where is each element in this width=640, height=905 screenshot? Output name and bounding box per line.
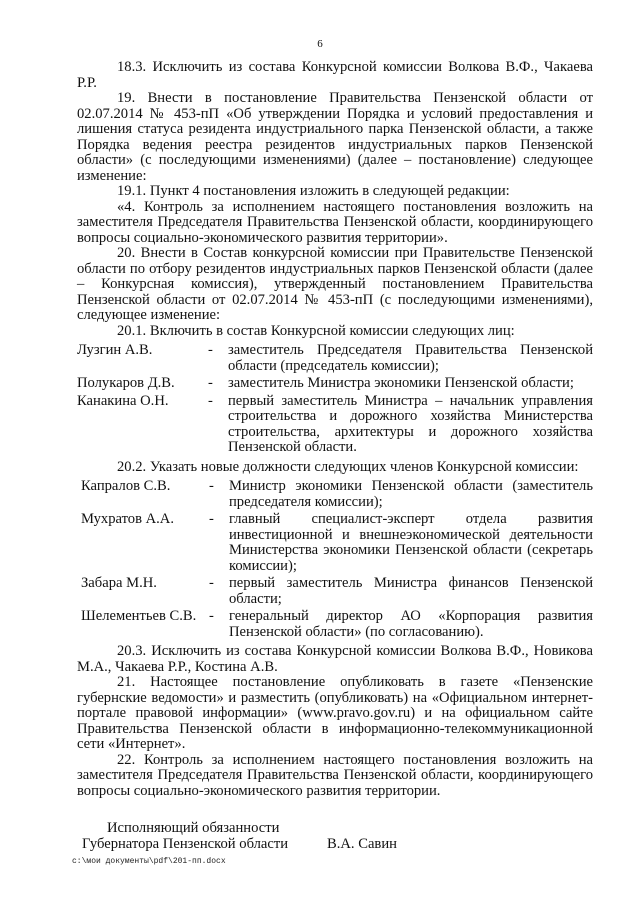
member-position: главный специалист-эксперт отдела развития инвестиционной и внешнеэкономической деятельности Министерства экономики Пензенской области (секретарь комиссии); [229,511,593,574]
document-body [77,60,593,852]
list-item [81,512,593,574]
member-name: Мухратов А.А. [81,511,174,527]
member-dash: - [208,392,213,409]
member-dash: - [208,375,213,391]
member-name: Капралов С.В. [81,478,171,494]
members-changed-list [81,479,593,640]
paragraph-20: 20. Внести в Состав конкурсной комиссии при Правительстве Пензенской области по отбору резидентов индустриальных парков Пензенской области (далее – Конкурсная комиссия), утвержденный постановлением Правительства Пензенской области от 02.07.2014 № 453-пП (с последующими изменениями), следующее изменение: [77,245,593,323]
member-position: генеральный директор АО «Корпорация развития Пензенской области» (по согласованию). [229,608,593,640]
paragraph-19: 19. Внести в постановление Правительства Пензенской области от 02.07.2014 № 453-пП «Об утверждении Порядка и условий предоставления и лишения статуса резидента индустриального парка Пензенской области, а также Порядка ведения реестра резидентов индустриальных парков Пензенской области» (с последующими изменениями) (далее – постановление) следующее изменение: [77,90,593,184]
list-item [77,343,593,374]
signature-block [77,821,593,852]
member-dash: - [208,342,213,358]
paragraph-20-1: 20.1. Включить в состав Конкурсной комиссии следующих лиц: [117,322,515,339]
member-dash: - [209,478,214,494]
paragraph-21: 21. Настоящее постановление опубликовать в газете «Пензенские губернские ведомости» и разместить (опубликовать) на «Официальном интернет-портале правовой информации» (www.pravo.gov.ru) и на официальном сайте Правительства Пензенской области в информационно-телекоммуникационной сети «Интернет». [77,674,593,752]
member-position: заместитель Министра экономики Пензенской области; [228,375,574,391]
page-number: 6 [317,38,323,50]
list-item [81,609,593,640]
member-dash: - [209,511,214,527]
signature-role: Исполняющий обязанности [107,820,280,836]
member-dash: - [209,608,214,624]
signature-name: В.А. Савин [327,835,397,852]
member-position: первый заместитель Министра – начальник управления строительства и дорожного хозяйства Министерства строительства, архитектуры и дорожного хозяйства Пензенской области. [228,392,593,455]
paragraph-20-3: 20.3. Исключить из состава Конкурсной комиссии Волкова В.Ф., Новикова М.А., Чакаева Р.Р., Костина А.В. [77,643,593,675]
signature-post: Губернатора Пензенской области [82,835,289,852]
member-name: Забара М.Н. [81,575,157,591]
paragraph-20-2: 20.2. Указать новые должности следующих членов Конкурсной комиссии: [117,458,579,475]
member-name: Лузгин А.В. [77,342,153,358]
members-added-list [77,343,593,456]
member-name: Полукаров Д.В. [77,375,175,391]
paragraph-19-1: 19.1. Пункт 4 постановления изложить в следующей редакции: [117,183,510,199]
paragraph-22: 22. Контроль за исполнением настоящего постановления возложить на заместителя Председателя Правительства Пензенской области, координирующего вопросы социально-экономического развития территории. [77,751,593,799]
signature-row [82,837,593,853]
member-dash: - [209,575,214,591]
list-item [81,479,593,510]
list-item [81,576,593,607]
list-item [77,376,593,392]
paragraph-18-3: 18.3. Исключить из состава Конкурсной комиссии Волкова В.Ф., Чакаева Р.Р. [77,59,593,91]
member-position: Министр экономики Пензенской области (заместитель председателя комиссии); [229,478,593,510]
member-name: Шелементьев С.В. [81,608,197,624]
list-item [77,394,593,456]
file-path-footer: c:\мои документы\pdf\201-пп.docx [72,857,226,866]
member-position: заместитель Председателя Правительства Пензенской области (председатель комиссии); [228,342,593,374]
member-position: первый заместитель Министра финансов Пензенской области; [229,575,593,607]
paragraph-quote-4: «4. Контроль за исполнением настоящего постановления возложить на заместителя Председателя Правительства Пензенской области, координирующего вопросы социально-экономического развития территории». [77,198,593,246]
member-name: Канакина О.Н. [77,392,169,409]
